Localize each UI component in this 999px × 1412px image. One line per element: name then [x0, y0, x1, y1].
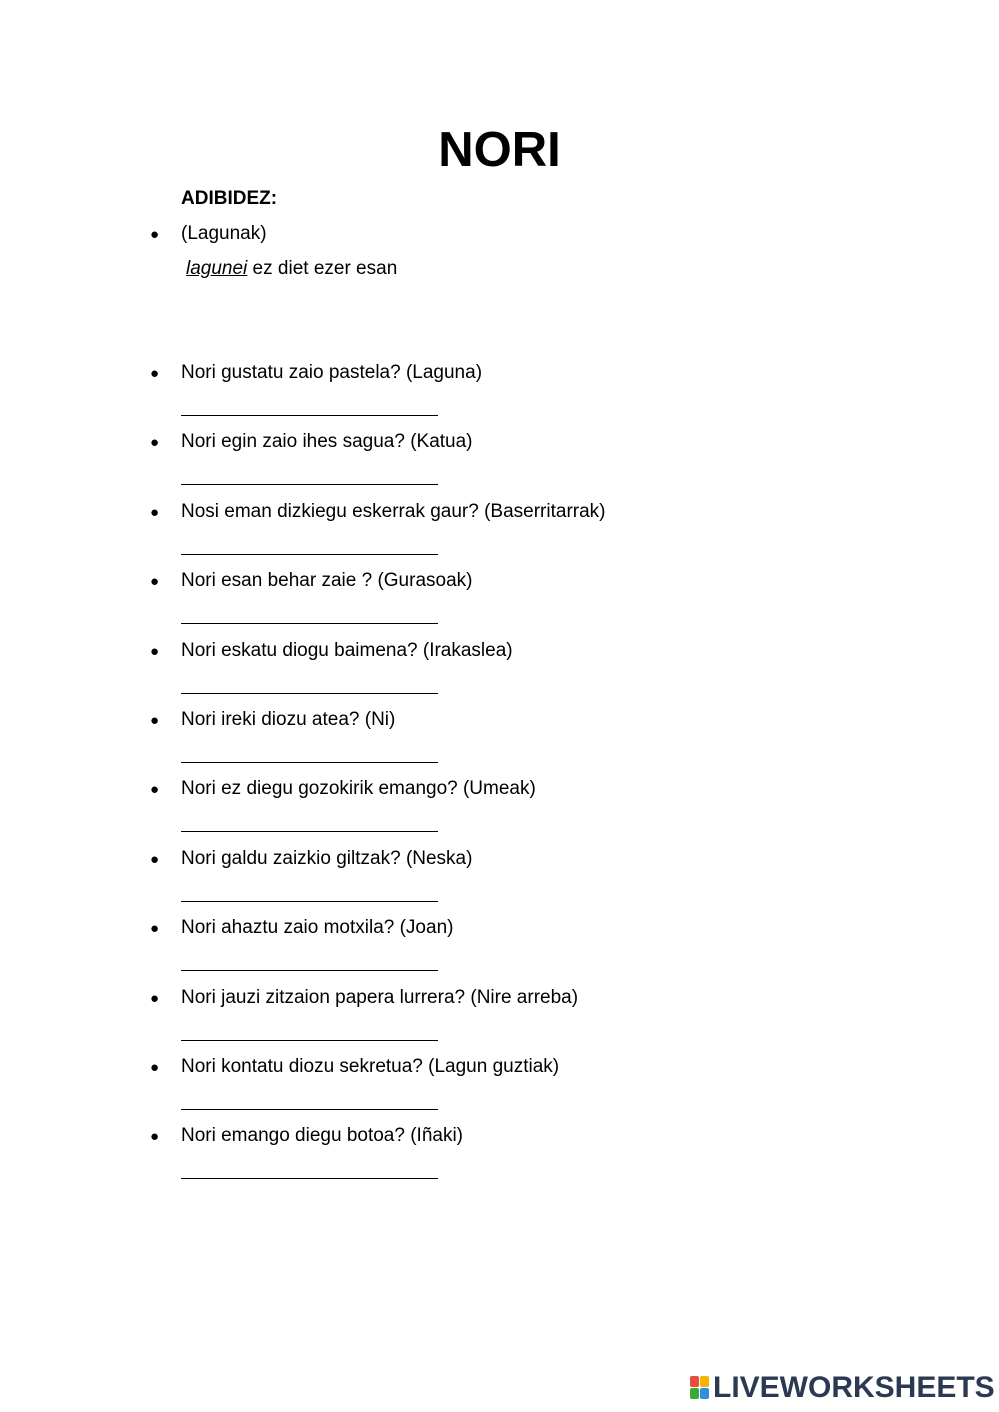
- question-bullet: ●: [150, 643, 160, 660]
- question-text: Nori ez diegu gozokirik emango? (Umeak): [181, 778, 536, 799]
- question-text: Nori gustatu zaio pastela? (Laguna): [181, 362, 483, 383]
- question-bullet: ●: [150, 781, 160, 798]
- answer-blank[interactable]: [181, 1109, 438, 1110]
- question-text: Nori galdu zaizkio giltzak? (Neska): [181, 848, 473, 869]
- question-text: Nosi eman dizkiegu eskerrak gaur? (Baserritarrak): [181, 501, 606, 522]
- example-bullet: ●: [150, 226, 160, 243]
- logo-square-green: [690, 1388, 699, 1399]
- answer-blank[interactable]: [181, 831, 438, 832]
- answer-blank[interactable]: [181, 1178, 438, 1179]
- question-bullet: ●: [150, 365, 160, 382]
- answer-blank[interactable]: [181, 901, 438, 902]
- question-text: Nori ireki diozu atea? (Ni): [181, 709, 396, 730]
- answer-blank[interactable]: [181, 970, 438, 971]
- page-title: NORI: [438, 123, 561, 177]
- logo-square-blue: [700, 1388, 709, 1399]
- question-bullet: ●: [150, 1128, 160, 1145]
- question-bullet: ●: [150, 1059, 160, 1076]
- question-bullet: ●: [150, 920, 160, 937]
- liveworksheets-logo: [690, 1372, 995, 1404]
- liveworksheets-logo-icon: [690, 1376, 710, 1400]
- question-text: Nori kontatu diozu sekretua? (Lagun guztiak): [181, 1056, 560, 1077]
- answer-blank[interactable]: [181, 484, 438, 485]
- question-bullet: ●: [150, 712, 160, 729]
- answer-blank[interactable]: [181, 693, 438, 694]
- logo-square-yellow: [700, 1376, 709, 1387]
- example-answer-emphasis: lagunei: [186, 258, 248, 279]
- example-prompt: (Lagunak): [181, 223, 267, 244]
- question-bullet: ●: [150, 434, 160, 451]
- answer-blank[interactable]: [181, 1040, 438, 1041]
- question-text: Nori eskatu diogu baimena? (Irakaslea): [181, 640, 513, 661]
- example-heading: ADIBIDEZ:: [181, 188, 278, 209]
- question-text: Nori jauzi zitzaion papera lurrera? (Nire arreba): [181, 987, 579, 1008]
- question-bullet: ●: [150, 504, 160, 521]
- question-text: Nori ahaztu zaio motxila? (Joan): [181, 917, 454, 938]
- answer-blank[interactable]: [181, 415, 438, 416]
- answer-blank[interactable]: [181, 623, 438, 624]
- answer-blank[interactable]: [181, 762, 438, 763]
- example-answer: [186, 257, 397, 281]
- question-bullet: ●: [150, 851, 160, 868]
- logo-square-red: [690, 1376, 699, 1387]
- answer-blank[interactable]: [181, 554, 438, 555]
- question-bullet: ●: [150, 573, 160, 590]
- question-text: Nori emango diegu botoa? (Iñaki): [181, 1125, 464, 1146]
- question-bullet: ●: [150, 990, 160, 1007]
- question-text: Nori egin zaio ihes sagua? (Katua): [181, 431, 473, 452]
- example-answer-rest: ez diet ezer esan: [247, 258, 398, 279]
- liveworksheets-logo-text: LIVEWORKSHEETS: [713, 1371, 995, 1404]
- question-text: Nori esan behar zaie ? (Gurasoak): [181, 570, 473, 591]
